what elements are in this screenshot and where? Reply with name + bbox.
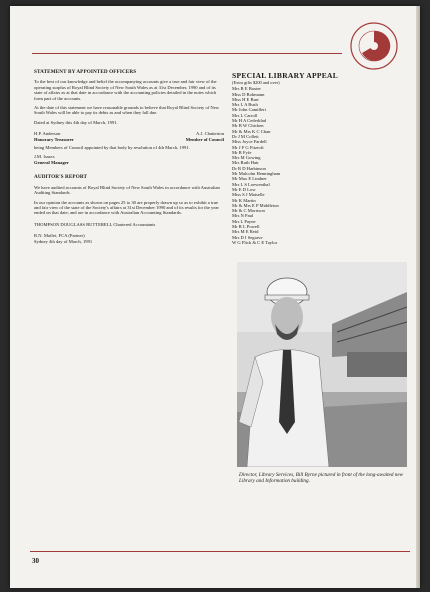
page-number: 30 [32,557,39,565]
donor-entry: Mrs D I Segrave [232,234,263,240]
donor-entry: Mr & Mrs E P Middleton [232,202,279,208]
donor-entry: Mr Malcolm Henningham [232,171,281,177]
donor-entry: Mrs B E Baxter [232,86,261,92]
document-page [10,6,420,588]
general-manager-name: J.M. Isaacs [34,154,55,160]
donor-entry: Mrs L Payne [232,218,256,224]
donor-entry: Dr R D Harbinson [232,165,266,171]
appeal-subtitle: (Extra gifts $200 and over) [232,80,280,85]
statement-paragraph-2: At the date of this statement we have reasonable grounds to believe that Royal Blind Society of New South Wales will be able to pay its debts as and when they fall due. [34,105,220,116]
donor-entry: Mr Max E Lindner [232,176,267,182]
donor-entry: Mr John Camilleri [232,107,266,113]
treasurer-name: H.P. Anderson [34,131,61,137]
donor-entry: Mr B W Chicken [232,123,264,129]
donor-entry: Miss Joyce Fardell [232,139,267,145]
statement-dated: Dated at Sydney this 4th day of March, 1991. [34,119,118,125]
donor-entry: W G Flick & C E Taylor [232,239,278,245]
statement-heading: STATEMENT BY APPOINTED OFFICERS [34,69,137,75]
photo-caption: Director, Library Services, Bill Byrne pictured in front of the long-awaited new Library and Information building. [239,472,404,485]
donor-entry: Dr J M Collett [232,133,259,139]
members-note: being Members of Council appointed by that body by resolution of 4th March, 1991. [34,145,190,151]
signatures [34,131,224,142]
auditor-date: Sydney 4th day of March, 1991 [34,238,93,244]
donor-entry: Mrs L A Bush [232,102,258,108]
donor-list [232,86,402,245]
donor-entry: Mr R L Powell [232,224,260,230]
donor-entry: Mrs L S Loewenthal [232,181,270,187]
donor-entry: Mr & Mrs K C Chan [232,128,271,134]
donor-entry: Mrs M Gowing [232,155,261,161]
donor-entry: Mr K Martin [232,197,256,203]
society-logo [348,20,400,72]
donor-entry: Mr R Fyfe [232,149,252,155]
appeal-title: SPECIAL LIBRARY APPEAL [232,71,339,80]
donor-entry: Mrs N Paul [232,213,254,219]
statement-paragraph-1: To the best of our knowledge and belief the accompanying accounts give a true and fair view of the operating surplus of Royal Blind Society of New South Wales as at 31st December, 1990 and of its state of affairs as at that date in accordance with the accounting policies detailed in the notes which form part of the accounts. [34,79,217,101]
treasurer-title: Honorary Treasurer [34,136,74,142]
auditor-heading: AUDITOR'S REPORT [34,174,88,181]
donor-entry: Miss S J Maiselle [232,192,265,198]
auditor-partner: R.N. Maffei, FCA (Partner) [34,233,85,239]
right-column [232,70,402,245]
general-manager-title: General Manager [34,159,69,165]
auditor-firm: THOMPSON DOUGLASS BUTTERELL Chartered Accountants [34,221,156,227]
donor-entry: Miss H E Burt [232,96,259,102]
left-column [34,70,224,244]
header-rule [32,53,342,54]
donor-entry: Mr J F G Fitzroft [232,144,264,150]
council-member-title: Member of Council [185,136,224,142]
auditor-paragraph-1: We have audited accounts of Royal Blind Society of New South Wales in accordance with Australian Auditing Standards. [34,184,220,196]
donor-entry: Mrs M E Reid [232,229,259,235]
donor-entry: Mrs L Carroll [232,112,258,118]
donor-entry: Mr H A Cederblad [232,118,267,124]
auditor-paragraph-2: In our opinion the accounts as shown on pages 25 to 30 are properly drawn up so as to exhibit a true and fair view of the state of the Society's affairs at 31st December 1990 and of its results for the year ended on that date; and are in accordance with Australian Accounting Standards. [34,199,219,216]
director-photo [237,262,407,467]
donor-entry: Mr E D Low [232,186,256,192]
council-member-name: A.J. Chatterton [196,131,224,137]
page-edge [416,6,420,588]
footer-rule [30,551,410,552]
donor-entry: Mr & C Morrison [232,208,265,214]
donor-entry: Mrs Ruth Hair [232,160,259,166]
donor-entry: Miss D Bohmann [232,91,265,97]
